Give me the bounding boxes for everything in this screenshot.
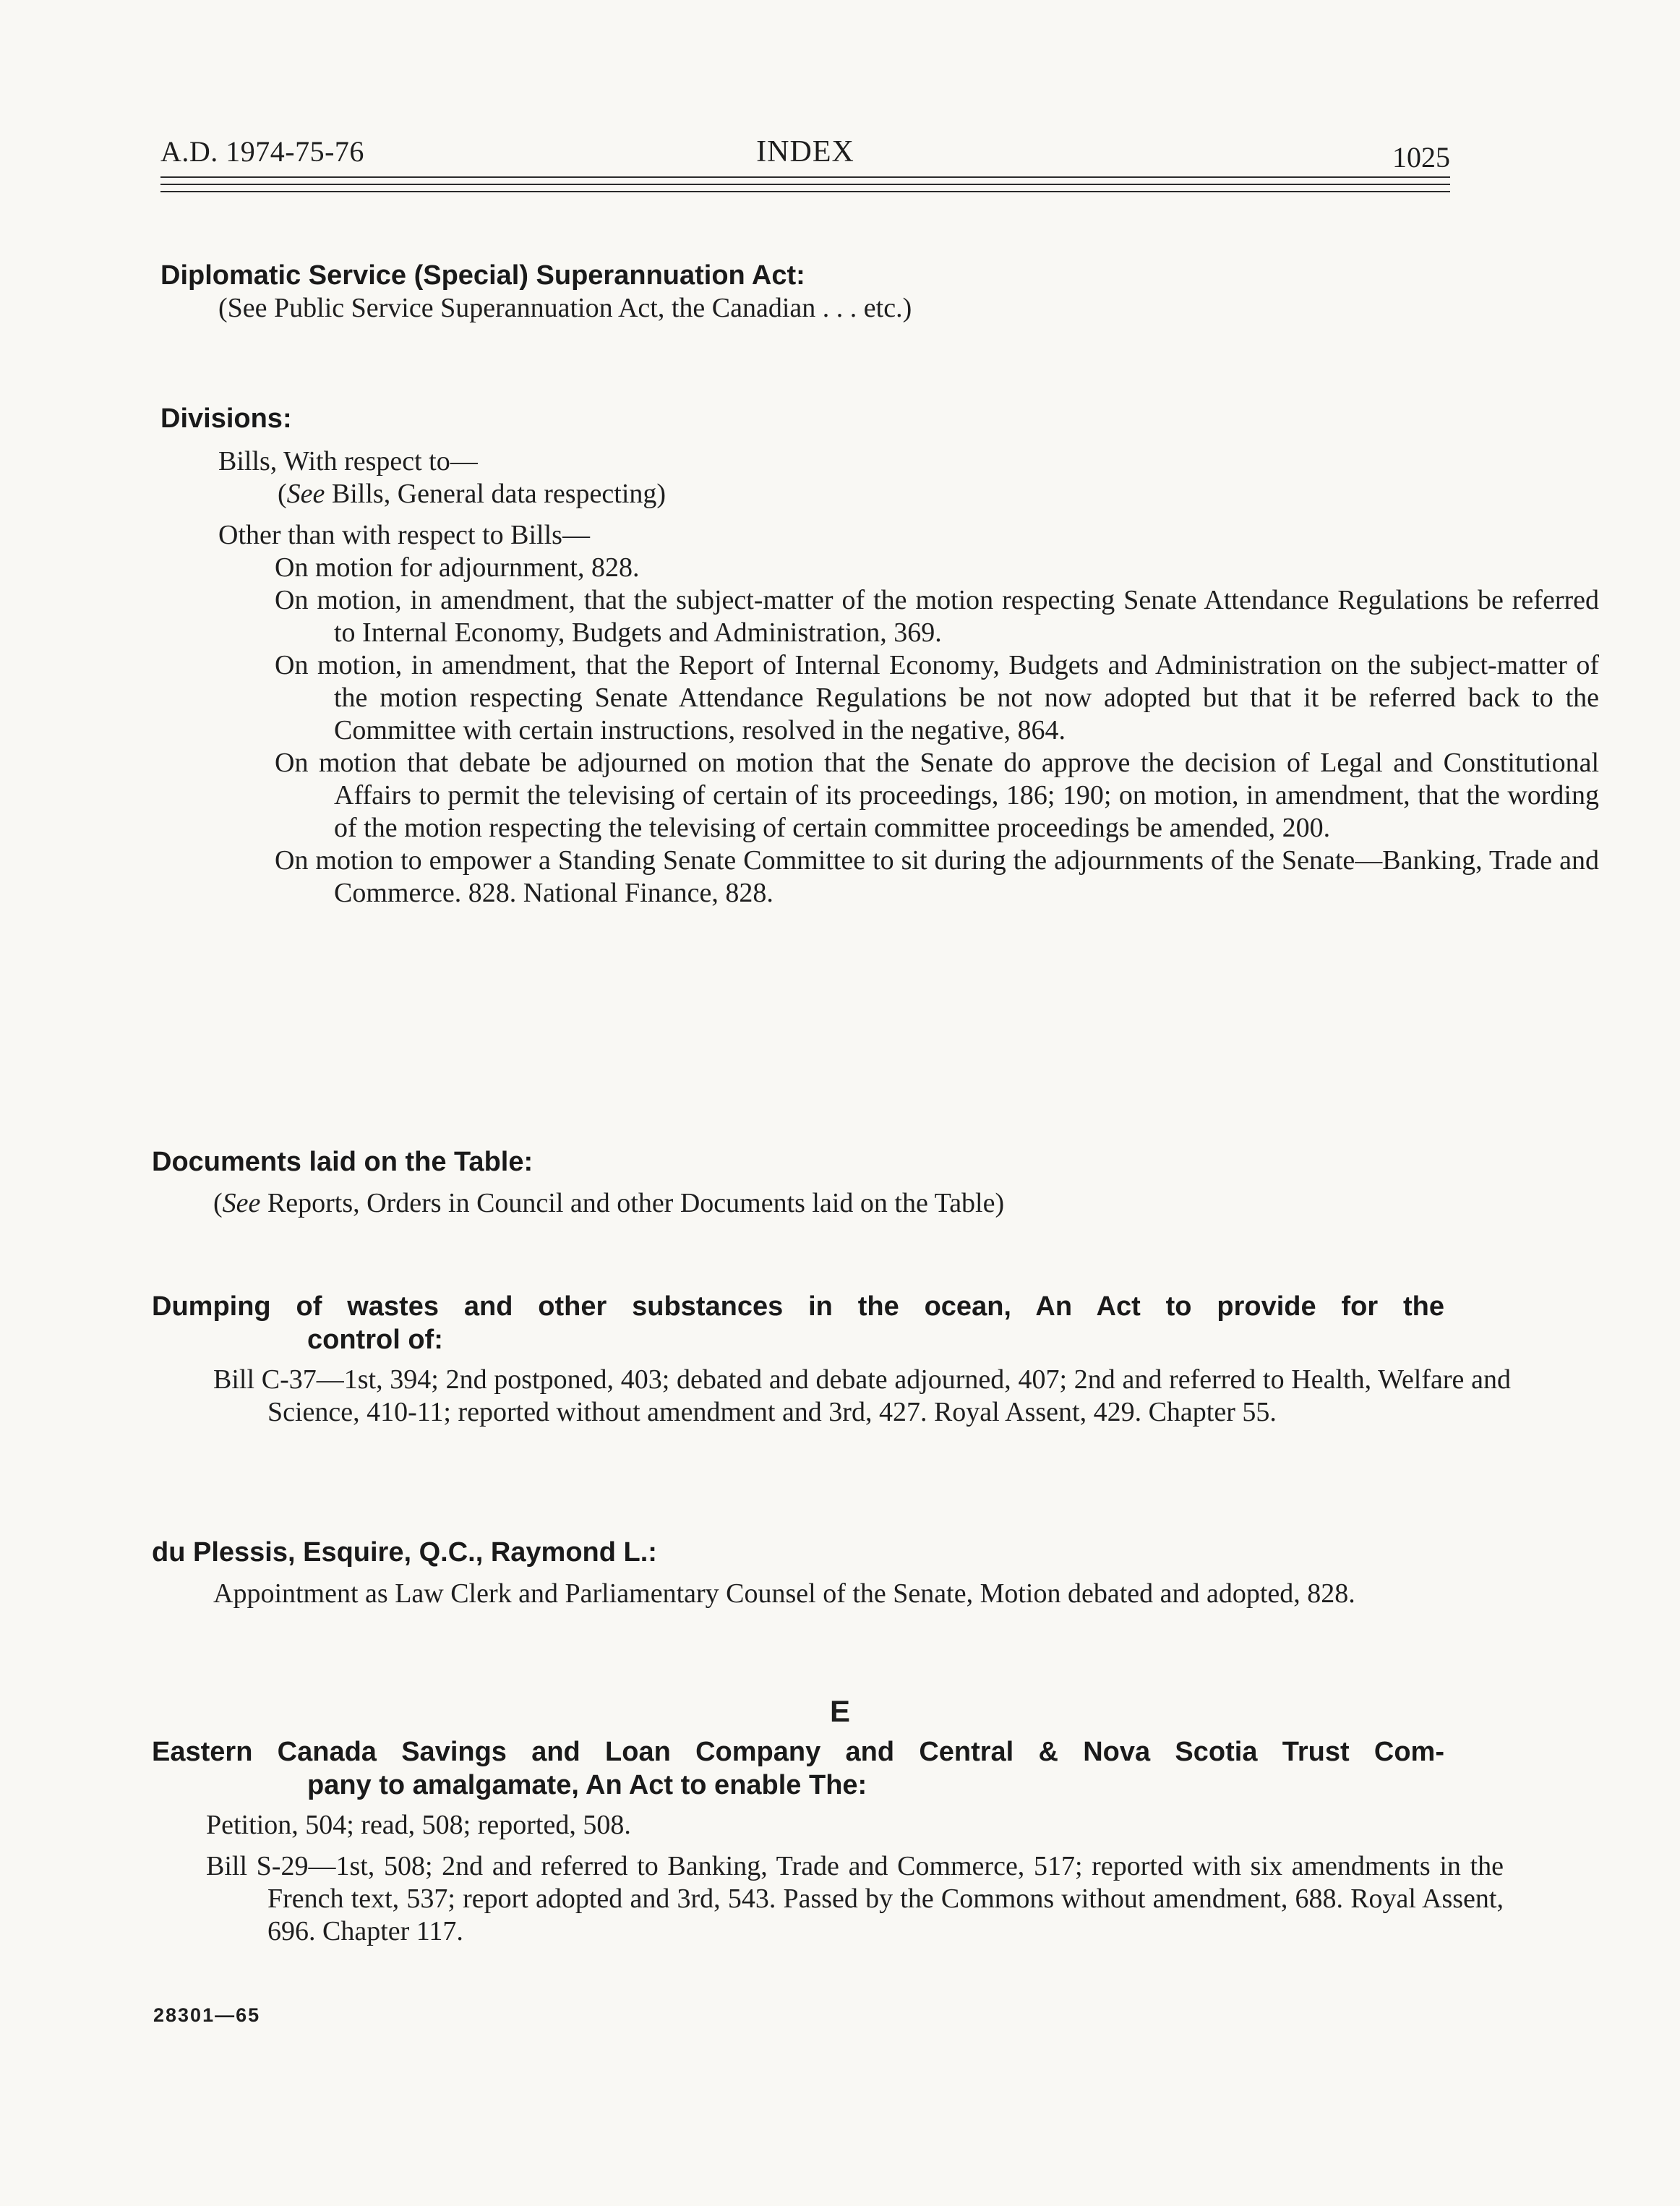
- see-italic: See: [286, 479, 325, 509]
- division-item-televising: On motion that debate be adjourned on motion that the Senate do approve the decision of Legal and Constitutional Affairs to permit the televising of certain of its proceedings, 186; 190; on motion, in amendment, that the wording of the motion respecting the televising of certain committee proceedings be amended, 200.: [275, 748, 1599, 843]
- subentry-other-label: Other than with respect to Bills—: [218, 520, 590, 550]
- division-item-committee-sit: On motion to empower a Standing Senate Committee to sit during the adjournments of the Senate—Banking, Trade and Commerce. 828. National Finance, 828.: [275, 845, 1599, 908]
- entry-see-reference: (See Public Service Superannuation Act, the Canadian . . . etc.): [218, 293, 912, 323]
- see-reference: Reports, Orders in Council and other Documents laid on the Table): [260, 1188, 1005, 1218]
- header-rule-bottom: [160, 191, 1450, 192]
- header-rule-top: [160, 176, 1450, 178]
- subentry-bills-see: (See Bills, General data respecting): [278, 479, 667, 509]
- division-item-report-referral: On motion, in amendment, that the Report of Internal Economy, Budgets and Administration on the subject-matter of the motion respecting Senate Attendance Regulations be not now adopted but that it be referred back to the Committee with certain instructions, resolved in the negative, 864.: [275, 650, 1599, 745]
- header-page-number: 1025: [1392, 141, 1450, 174]
- entry-heading-line2: control of:: [307, 1325, 443, 1355]
- see-reference: Bills, General data respecting): [325, 479, 667, 509]
- entry-heading-line2: pany to amalgamate, An Act to enable The:: [307, 1770, 867, 1800]
- entry-heading-line1: Eastern Canada Savings and Loan Company and Central & Nova Scotia Trust Com-: [152, 1737, 1444, 1767]
- entry-heading-line1: Dumping of wastes and other substances in the ocean, An Act to provide for the: [152, 1291, 1444, 1322]
- bill-c37-history: Bill C-37—1st, 394; 2nd postponed, 403; debated and debate adjourned, 407; 2nd and referred to Health, Welfare and Science, 410-11; reported without amendment and 3rd, 427. Royal Assent, 429. Chapter 55.: [213, 1364, 1511, 1427]
- header-rule-middle: [160, 184, 1450, 185]
- entry-dumping-of-wastes: [152, 1290, 1511, 1429]
- bill-s29-history: Bill S-29—1st, 508; 2nd and referred to Banking, Trade and Commerce, 517; reported with six amendments in the French text, 537; report adopted and 3rd, 543. Passed by the Commons without amendment, 688. Royal Assent, 696. Chapter 117.: [206, 1851, 1504, 1946]
- petition-text: Petition, 504; read, 508; reported, 508.: [206, 1810, 631, 1840]
- entry-eastern-canada: [152, 1735, 1504, 1948]
- entry-divisions: [152, 402, 1599, 910]
- header-title: INDEX: [756, 135, 854, 168]
- subentry-bills-label: Bills, With respect to—: [218, 446, 478, 476]
- entry-heading: Divisions:: [160, 403, 292, 434]
- section-letter-e: E: [829, 1694, 850, 1728]
- see-italic: See: [222, 1188, 261, 1218]
- appointment-text: Appointment as Law Clerk and Parliamentary Counsel of the Senate, Motion debated and adopted, 828.: [213, 1578, 1355, 1609]
- entry-see-reference: (See Reports, Orders in Council and other Documents laid on the Table): [213, 1188, 1005, 1218]
- division-item-attendance-referral: On motion, in amendment, that the subject-matter of the motion respecting Senate Attendance Regulations be referred to Internal Economy, Budgets and Administration, 369.: [275, 585, 1599, 648]
- entry-heading: Diplomatic Service (Special) Superannuation Act:: [160, 260, 805, 291]
- header-session: A.D. 1974-75-76: [160, 135, 364, 168]
- page-header: [160, 129, 1450, 172]
- division-item-adjournment: On motion for adjournment, 828.: [275, 552, 640, 583]
- entry-du-plessis: [152, 1536, 1453, 1610]
- entry-documents: [152, 1145, 1453, 1220]
- entry-diplomatic-service: [152, 259, 1453, 325]
- entry-heading: du Plessis, Esquire, Q.C., Raymond L.:: [152, 1537, 657, 1568]
- print-code: 28301—65: [153, 2004, 261, 2026]
- entry-heading: Documents laid on the Table:: [152, 1147, 533, 1177]
